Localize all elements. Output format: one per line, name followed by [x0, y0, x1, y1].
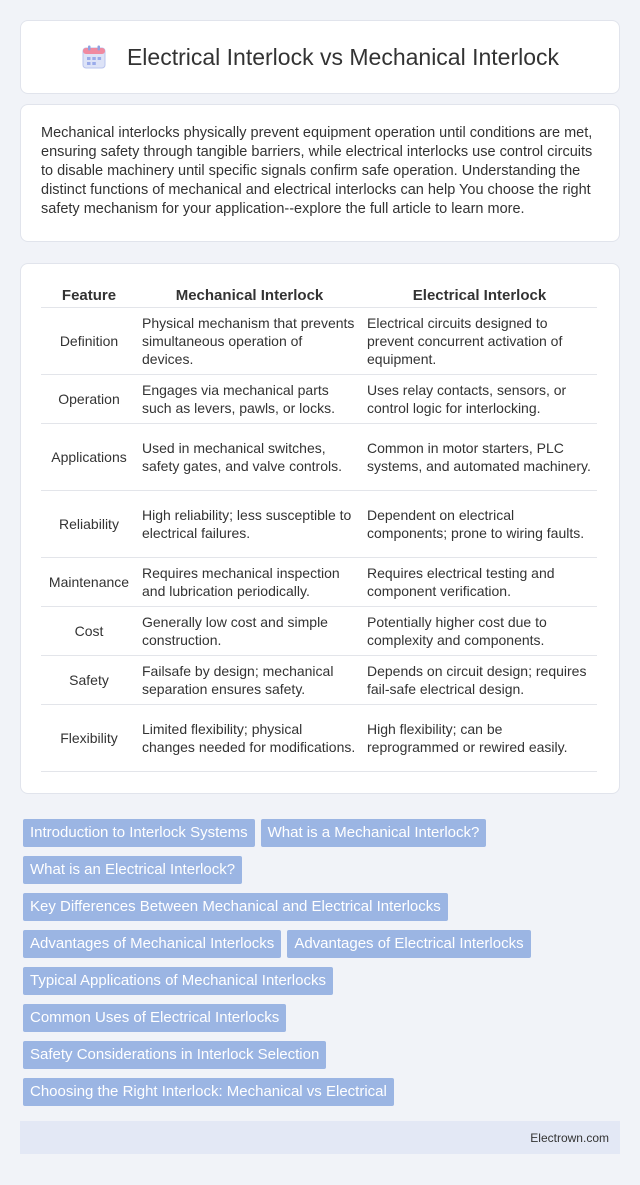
table-row	[41, 308, 597, 375]
link-uses-electrical[interactable]: Common Uses of Electrical Interlocks	[23, 1004, 286, 1032]
intro-card	[20, 104, 620, 242]
feature-cell: Applications	[41, 424, 137, 491]
mechanical-cell: Generally low cost and simple construction.	[137, 607, 362, 656]
mechanical-cell: High reliability; less susceptible to electrical failures.	[137, 491, 362, 558]
table-row	[41, 656, 597, 705]
electrical-cell: Dependent on electrical components; prone to wiring faults.	[362, 491, 597, 558]
mechanical-cell: Limited flexibility; physical changes needed for modifications.	[137, 705, 362, 772]
column-header-feature: Feature	[41, 284, 137, 308]
comparison-table	[41, 284, 597, 772]
link-advantages-mechanical[interactable]: Advantages of Mechanical Interlocks	[23, 930, 281, 958]
calendar-icon	[81, 44, 107, 70]
electrical-cell: Common in motor starters, PLC systems, and automated machinery.	[362, 424, 597, 491]
electrical-cell: Requires electrical testing and component verification.	[362, 558, 597, 607]
feature-cell: Definition	[41, 308, 137, 375]
feature-cell: Operation	[41, 375, 137, 424]
link-electrical-interlock[interactable]: What is an Electrical Interlock?	[23, 856, 242, 884]
feature-cell: Flexibility	[41, 705, 137, 772]
feature-cell: Safety	[41, 656, 137, 705]
link-introduction[interactable]: Introduction to Interlock Systems	[23, 819, 255, 847]
column-header-mechanical: Mechanical Interlock	[137, 284, 362, 308]
electrical-cell: Electrical circuits designed to prevent concurrent activation of equipment.	[362, 308, 597, 375]
mechanical-cell: Used in mechanical switches, safety gates, and valve controls.	[137, 424, 362, 491]
link-key-differences[interactable]: Key Differences Between Mechanical and Electrical Interlocks	[23, 893, 448, 921]
footer	[20, 1121, 620, 1154]
page-title: Electrical Interlock vs Mechanical Interlock	[126, 43, 560, 70]
electrical-cell: High flexibility; can be reprogrammed or rewired easily.	[362, 705, 597, 772]
table-row	[41, 424, 597, 491]
link-choosing-interlock[interactable]: Choosing the Right Interlock: Mechanical vs Electrical	[23, 1078, 394, 1106]
electrical-cell: Potentially higher cost due to complexity and components.	[362, 607, 597, 656]
mechanical-cell: Failsafe by design; mechanical separation ensures safety.	[137, 656, 362, 705]
table-row	[41, 491, 597, 558]
title-card	[20, 20, 620, 94]
table-row	[41, 705, 597, 772]
link-mechanical-interlock[interactable]: What is a Mechanical Interlock?	[261, 819, 487, 847]
electrical-cell: Depends on circuit design; requires fail-safe electrical design.	[362, 656, 597, 705]
comparison-table-card	[20, 263, 620, 794]
feature-cell: Reliability	[41, 491, 137, 558]
mechanical-cell: Engages via mechanical parts such as levers, pawls, or locks.	[137, 375, 362, 424]
mechanical-cell: Physical mechanism that prevents simultaneous operation of devices.	[137, 308, 362, 375]
topic-links	[23, 819, 617, 1115]
feature-cell: Cost	[41, 607, 137, 656]
electrical-cell: Uses relay contacts, sensors, or control logic for interlocking.	[362, 375, 597, 424]
link-applications-mechanical[interactable]: Typical Applications of Mechanical Interlocks	[23, 967, 333, 995]
footer-site[interactable]: Electrown.com	[530, 1130, 609, 1145]
table-row	[41, 607, 597, 656]
column-header-electrical: Electrical Interlock	[362, 284, 597, 308]
table-header-row	[41, 284, 597, 308]
link-safety-considerations[interactable]: Safety Considerations in Interlock Selection	[23, 1041, 326, 1069]
table-row	[41, 375, 597, 424]
mechanical-cell: Requires mechanical inspection and lubrication periodically.	[137, 558, 362, 607]
table-row	[41, 558, 597, 607]
intro-text: Mechanical interlocks physically prevent equipment operation until conditions are met, ensuring safety through tangible barriers, while electrical interlocks use control circuits to disable machinery until specific signals confirm safe operation. Understanding the distinct functions of mechanical and electrical interlocks can help You choose the right safety mechanism for your application--explore the full article to learn more.	[41, 125, 593, 217]
link-advantages-electrical[interactable]: Advantages of Electrical Interlocks	[287, 930, 530, 958]
feature-cell: Maintenance	[41, 558, 137, 607]
